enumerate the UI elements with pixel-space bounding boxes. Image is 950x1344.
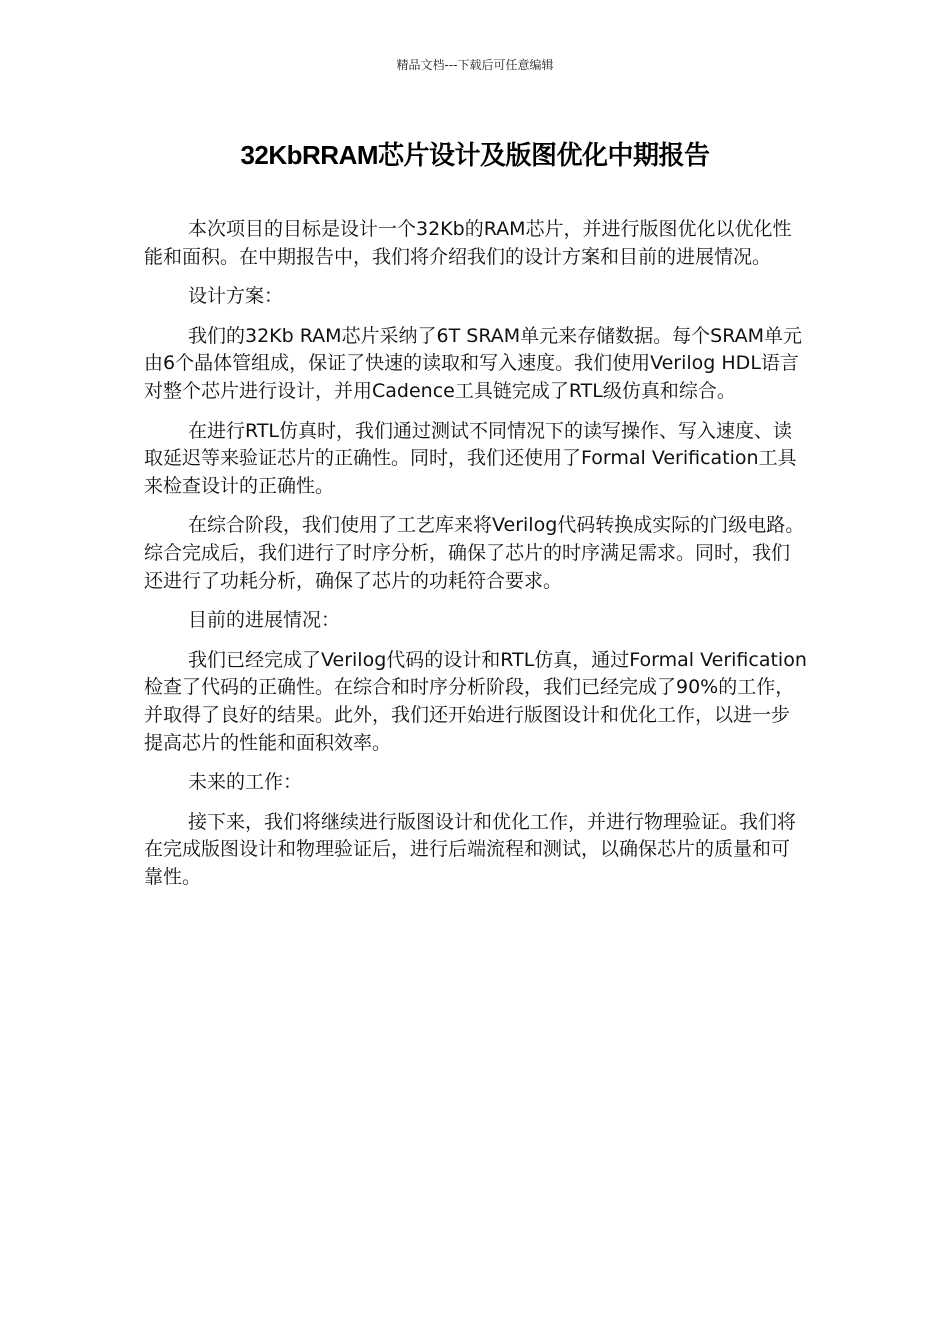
document-title: 32KbRRAM芯片设计及版图优化中期报告 <box>240 140 710 170</box>
section-heading-design: 设计方案： <box>188 285 284 308</box>
paragraph-future-work: 接下来，我们将继续进行版图设计和优化工作，并进行物理验证。我们将在完成版图设计和物理验证后，进行后端流程和测试，以确保芯片的质量和可靠性。 <box>144 810 797 888</box>
paragraph-rtl-simulation: 在进行RTL仿真时，我们通过测试不同情况下的读写操作、写入速度、读取延迟等来验证芯片的正确性。同时，我们还使用了Formal Verification工具来检查设计的正确性。 <box>144 419 797 497</box>
paragraph-intro: 本次项目的目标是设计一个32Kb的RAM芯片，并进行版图优化以优化性能和面积。在中期报告中，我们将介绍我们的设计方案和目前的进展情况。 <box>144 218 792 268</box>
paragraph-progress: 我们已经完成了Verilog代码的设计和RTL仿真，通过Formal Verification检查了代码的正确性。在综合和时序分析阶段，我们已经完成了90%的工作，并取得了良好的结果。此外，我们还开始进行版图设计和优化工作，以进一步提高芯片的性能和面积效率。 <box>144 648 807 754</box>
document-body <box>144 216 808 903</box>
section-heading-future: 未来的工作： <box>188 771 303 794</box>
section-heading-progress: 目前的进展情况： <box>188 609 341 632</box>
paragraph-design-architecture: 我们的32Kb RAM芯片采纳了6T SRAM单元来存储数据。每个SRAM单元由6个晶体管组成，保证了快速的读取和写入速度。我们使用Verilog HDL语言对整个芯片进行设计，并用Cadence工具链完成了RTL级仿真和综合。 <box>144 324 803 402</box>
page-header: 精品文档---下载后可任意编辑 <box>396 58 554 72</box>
paragraph-synthesis: 在综合阶段，我们使用了工艺库来将Verilog代码转换成实际的门级电路。综合完成后，我们进行了时序分析，确保了芯片的时序满足需求。同时，我们还进行了功耗分析，确保了芯片的功耗符合要求。 <box>144 514 805 592</box>
